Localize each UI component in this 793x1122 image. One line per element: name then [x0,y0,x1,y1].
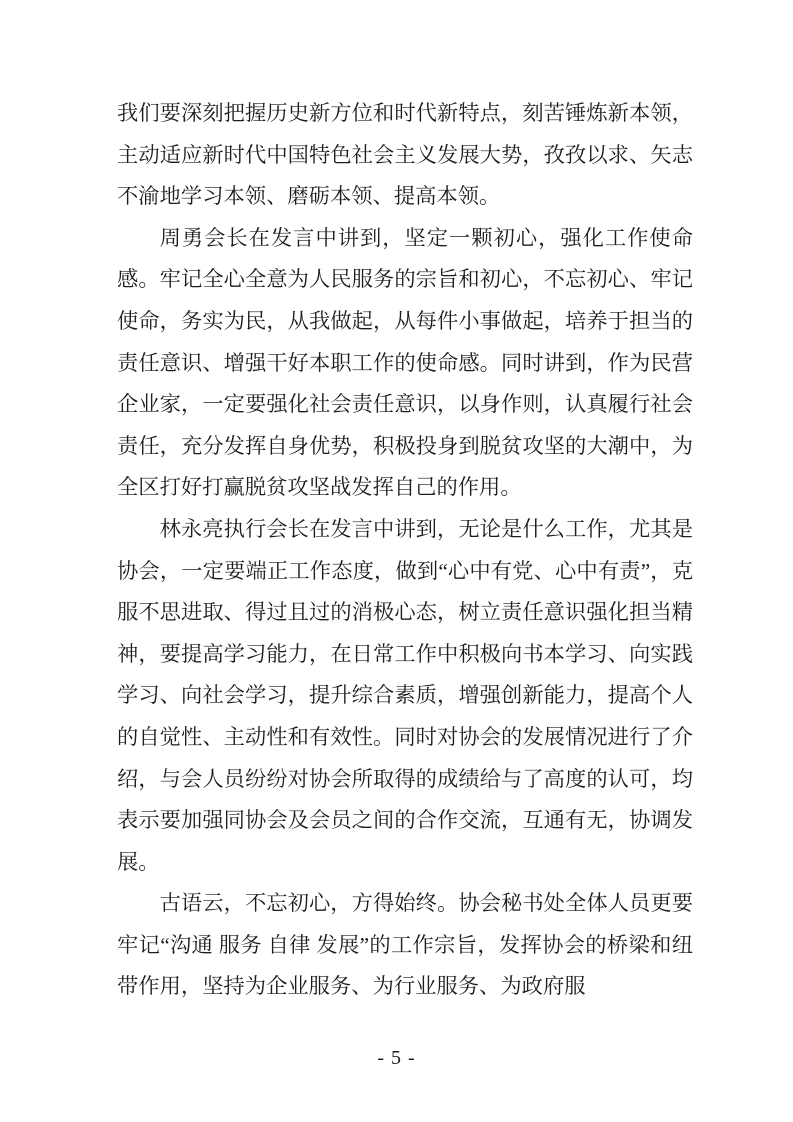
paragraph-zhouyong-speech: 周勇会长在发言中讲到，坚定一颗初心，强化工作使命感。牢记全心全意为人民服务的宗旨和初心，不忘初心、牢记使命，务实为民，从我做起，从每件小事做起，培养于担当的责任意识、增强干好本职工作的使命感。同时讲到，作为民营企业家，一定要强化社会责任意识，以身作则，认真履行社会责任，充分发挥自身优势，积极投身到脱贫攻坚的大潮中，为全区打好打赢脱贫攻坚战发挥自己的作用。 [117,225,693,500]
paragraph-linyongliang-speech: 林永亮执行会长在发言中讲到，无论是什么工作，尤其是协会，一定要端正工作态度，做到“心中有党、心中有责”，克服不思进取、得过且过的消极心态，树立责任意识强化担当精神，要提高学习能力，在日常工作中积极向书本学习、向实践学习、向社会学习，提升综合素质，增强创新能力，提高个人的自觉性、主动性和有效性。同时对协会的发展情况进行了介绍，与会人员纷纷对协会所取得的成绩给与了高度的认可，均表示要加强同协会及会员之间的合作交流，互通有无，协调发展。 [117,516,693,874]
paragraph-closing: 古语云，不忘初心，方得始终。协会秘书处全体人员更要牢记“沟通 服务 自律 发展”的工作宗旨，发挥协会的桥梁和纽带作用，坚持为企业服务、为行业服务、为政府服 [117,891,693,999]
paragraph-continuation: 我们要深刻把握历史新方位和时代新特点，刻苦锤炼新本领，主动适应新时代中国特色社会主义发展大势，孜孜以求、矢志不渝地学习本领、磨砺本领、提高本领。 [117,101,693,209]
document-body [117,93,693,1008]
page-number: - 5 - [377,1047,416,1069]
